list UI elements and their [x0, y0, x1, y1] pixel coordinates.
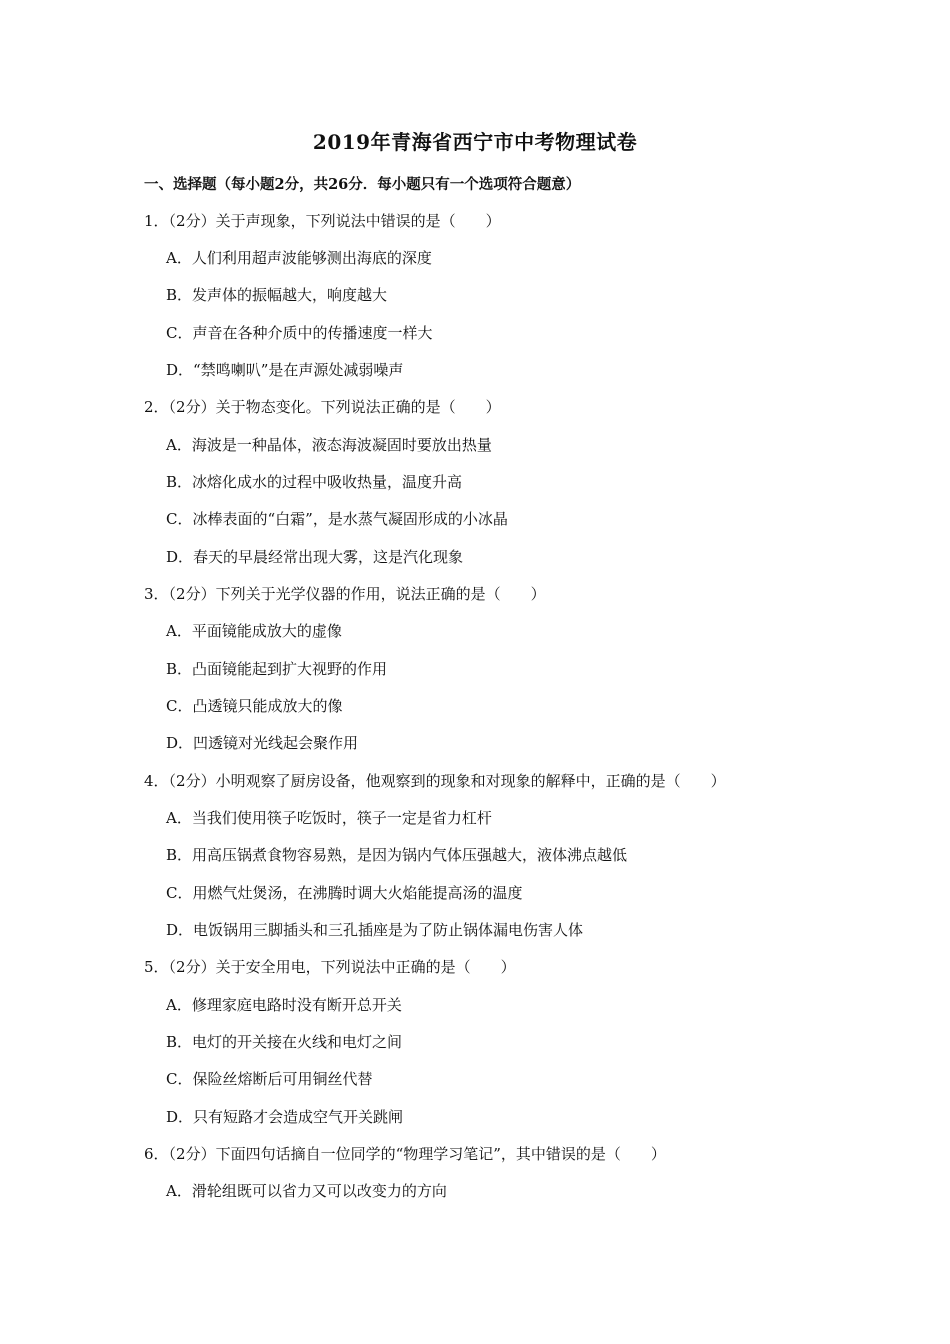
page-title: 2019年青海省西宁市中考物理试卷 [312, 130, 638, 154]
section-heading: 一、选择题（每小题2分，共26分．每小题只有一个选项符合题意） [144, 176, 581, 193]
question-6: 6．（2分）下面四句话摘自一位同学的“物理学习笔记”，其中错误的是（ ） [144, 1145, 666, 1163]
question-4-option-b: B．用高压锅煮食物容易熟，是因为锅内气体压强越大，液体沸点越低 [166, 846, 628, 864]
question-5-option-d: D．只有短路才会造成空气开关跳闸 [166, 1108, 404, 1126]
question-5: 5．（2分）关于安全用电，下列说法中正确的是（ ） [144, 958, 516, 976]
question-2-option-d: D．春天的早晨经常出现大雾，这是汽化现象 [166, 548, 464, 566]
question-4: 4．（2分）小明观察了厨房设备，他观察到的现象和对现象的解释中，正确的是（ ） [144, 772, 726, 790]
question-1: 1．（2分）关于声现象，下列说法中错误的是（ ） [144, 212, 501, 230]
question-3-option-a: A．平面镜能成放大的虚像 [166, 622, 342, 640]
question-2-option-b: B．冰熔化成水的过程中吸收热量，温度升高 [166, 473, 463, 491]
question-4-option-a: A．当我们使用筷子吃饭时，筷子一定是省力杠杆 [166, 809, 492, 827]
question-5-option-c: C．保险丝熔断后可用铜丝代替 [166, 1070, 373, 1088]
question-6-option-a: A．滑轮组既可以省力又可以改变力的方向 [166, 1182, 447, 1200]
question-1-option-a: A．人们利用超声波能够测出海底的深度 [166, 249, 432, 267]
question-3-option-c: C．凸透镜只能成放大的像 [166, 697, 343, 715]
question-2-option-c: C．冰棒表面的“白霜”，是水蒸气凝固形成的小冰晶 [166, 510, 508, 528]
question-2: 2．（2分）关于物态变化。下列说法正确的是（ ） [144, 398, 501, 416]
question-2-option-a: A．海波是一种晶体，液态海波凝固时要放出热量 [166, 436, 492, 454]
question-5-option-a: A．修理家庭电路时没有断开总开关 [166, 996, 402, 1014]
question-1-option-d: D．“禁鸣喇叭”是在声源处减弱噪声 [166, 361, 404, 379]
question-5-option-b: B．电灯的开关接在火线和电灯之间 [166, 1033, 403, 1051]
question-3-option-d: D．凹透镜对光线起会聚作用 [166, 734, 359, 752]
question-1-option-c: C．声音在各种介质中的传播速度一样大 [166, 324, 433, 342]
question-1-option-b: B．发声体的振幅越大，响度越大 [166, 286, 388, 304]
question-4-option-c: C．用燃气灶煲汤，在沸腾时调大火焰能提高汤的温度 [166, 884, 523, 902]
question-3: 3．（2分）下列关于光学仪器的作用，说法正确的是（ ） [144, 585, 546, 603]
question-4-option-d: D．电饭锅用三脚插头和三孔插座是为了防止锅体漏电伤害人体 [166, 921, 584, 939]
question-3-option-b: B．凸面镜能起到扩大视野的作用 [166, 660, 388, 678]
